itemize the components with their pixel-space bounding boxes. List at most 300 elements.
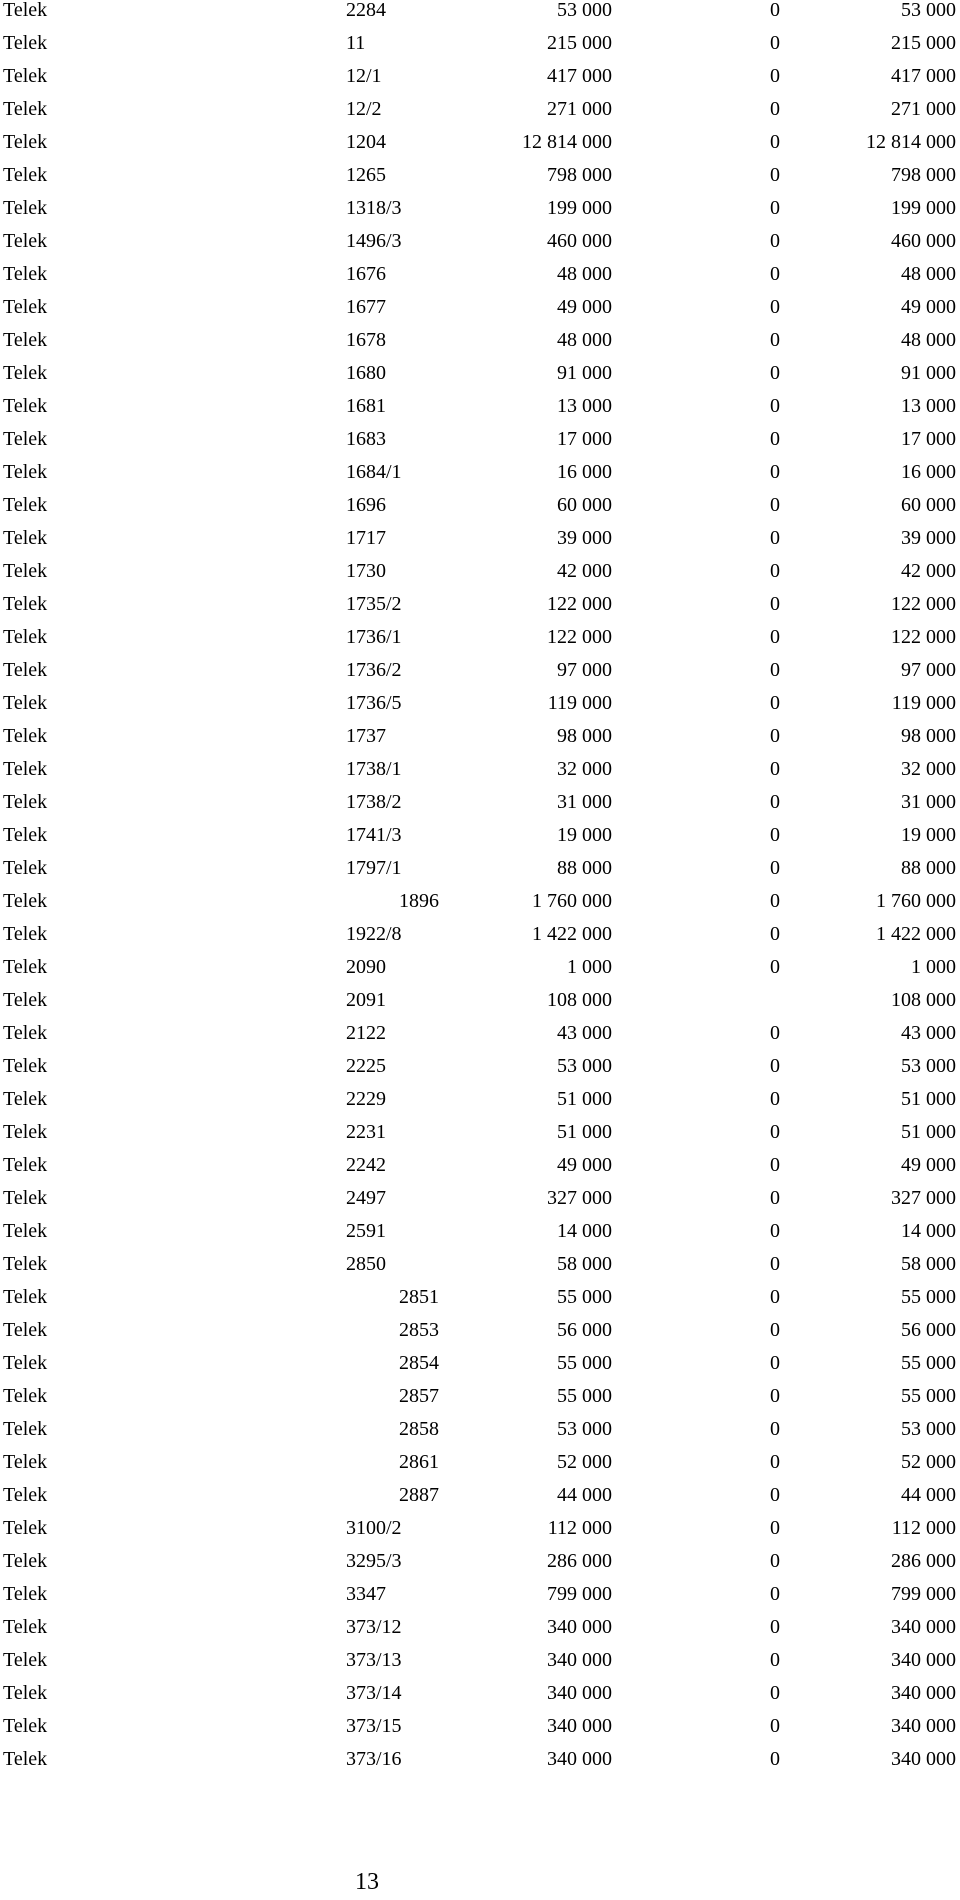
cell-total: 417 000 <box>891 65 956 87</box>
cell-type: Telek <box>3 1154 48 1176</box>
cell-type: Telek <box>3 98 48 120</box>
table-row <box>0 891 960 924</box>
cell-value: 417 000 <box>547 65 612 87</box>
cell-value: 43 000 <box>557 1022 612 1044</box>
table-row <box>0 1485 960 1518</box>
cell-value: 122 000 <box>547 593 612 615</box>
table-row <box>0 825 960 858</box>
cell-lot-number: 373/15 <box>346 1715 402 1737</box>
cell-total: 799 000 <box>891 1583 956 1605</box>
table-row <box>0 561 960 594</box>
table-row <box>0 693 960 726</box>
cell-type: Telek <box>3 890 48 912</box>
cell-total: 32 000 <box>901 758 956 780</box>
cell-type: Telek <box>3 395 48 417</box>
cell-type: Telek <box>3 1187 48 1209</box>
cell-type: Telek <box>3 197 48 219</box>
table-row <box>0 99 960 132</box>
table-row <box>0 1518 960 1551</box>
cell-value: 119 000 <box>547 692 612 714</box>
cell-type: Telek <box>3 1748 48 1770</box>
cell-total: 460 000 <box>891 230 956 252</box>
cell-lot-number: 2853 <box>399 1319 439 1341</box>
cell-change: 0 <box>770 626 780 648</box>
cell-total: 119 000 <box>891 692 956 714</box>
cell-type: Telek <box>3 32 48 54</box>
cell-change: 0 <box>770 1385 780 1407</box>
table-row <box>0 396 960 429</box>
table-row <box>0 1650 960 1683</box>
table-row <box>0 1155 960 1188</box>
cell-total: 1 422 000 <box>876 923 956 945</box>
table-row <box>0 1551 960 1584</box>
cell-total: 327 000 <box>891 1187 956 1209</box>
cell-value: 98 000 <box>557 725 612 747</box>
cell-lot-number: 3100/2 <box>346 1517 402 1539</box>
cell-lot-number: 1736/5 <box>346 692 402 714</box>
cell-value: 49 000 <box>557 296 612 318</box>
cell-total: 51 000 <box>901 1088 956 1110</box>
cell-lot-number: 1730 <box>346 560 386 582</box>
cell-value: 13 000 <box>557 395 612 417</box>
cell-change: 0 <box>770 824 780 846</box>
cell-type: Telek <box>3 1055 48 1077</box>
cell-type: Telek <box>3 626 48 648</box>
cell-type: Telek <box>3 560 48 582</box>
cell-type: Telek <box>3 659 48 681</box>
cell-lot-number: 2858 <box>399 1418 439 1440</box>
cell-total: 19 000 <box>901 824 956 846</box>
cell-change: 0 <box>770 461 780 483</box>
cell-total: 55 000 <box>901 1286 956 1308</box>
cell-lot-number: 1681 <box>346 395 386 417</box>
cell-lot-number: 1676 <box>346 263 386 285</box>
table-row <box>0 726 960 759</box>
cell-type: Telek <box>3 329 48 351</box>
cell-change: 0 <box>770 494 780 516</box>
cell-total: 14 000 <box>901 1220 956 1242</box>
table-row <box>0 957 960 990</box>
cell-change: 0 <box>770 857 780 879</box>
cell-change: 0 <box>770 1055 780 1077</box>
table-row <box>0 1188 960 1221</box>
cell-lot-number: 12/2 <box>346 98 382 120</box>
cell-lot-number: 11 <box>346 32 366 54</box>
cell-type: Telek <box>3 1451 48 1473</box>
cell-change: 0 <box>770 197 780 219</box>
cell-type: Telek <box>3 1550 48 1572</box>
cell-lot-number: 2497 <box>346 1187 386 1209</box>
cell-total: 42 000 <box>901 560 956 582</box>
cell-total: 51 000 <box>901 1121 956 1143</box>
cell-total: 91 000 <box>901 362 956 384</box>
cell-lot-number: 2850 <box>346 1253 386 1275</box>
cell-type: Telek <box>3 956 48 978</box>
cell-value: 1 000 <box>567 956 612 978</box>
cell-value: 112 000 <box>547 1517 612 1539</box>
cell-change: 0 <box>770 1451 780 1473</box>
cell-total: 55 000 <box>901 1352 956 1374</box>
cell-value: 798 000 <box>547 164 612 186</box>
cell-value: 340 000 <box>547 1682 612 1704</box>
cell-type: Telek <box>3 362 48 384</box>
cell-total: 97 000 <box>901 659 956 681</box>
cell-lot-number: 12/1 <box>346 65 382 87</box>
cell-lot-number: 1696 <box>346 494 386 516</box>
cell-total: 44 000 <box>901 1484 956 1506</box>
cell-type: Telek <box>3 692 48 714</box>
cell-total: 1 760 000 <box>876 890 956 912</box>
cell-lot-number: 1741/3 <box>346 824 402 846</box>
cell-change: 0 <box>770 758 780 780</box>
cell-change: 0 <box>770 131 780 153</box>
cell-lot-number: 2854 <box>399 1352 439 1374</box>
table-row <box>0 1254 960 1287</box>
table-row <box>0 1320 960 1353</box>
cell-change: 0 <box>770 1154 780 1176</box>
cell-value: 88 000 <box>557 857 612 879</box>
cell-total: 340 000 <box>891 1616 956 1638</box>
cell-type: Telek <box>3 1253 48 1275</box>
cell-change: 0 <box>770 527 780 549</box>
cell-total: 31 000 <box>901 791 956 813</box>
cell-change: 0 <box>770 923 780 945</box>
cell-type: Telek <box>3 461 48 483</box>
cell-total: 17 000 <box>901 428 956 450</box>
cell-value: 55 000 <box>557 1385 612 1407</box>
cell-type: Telek <box>3 1088 48 1110</box>
cell-value: 340 000 <box>547 1748 612 1770</box>
table-row <box>0 1353 960 1386</box>
table-row <box>0 858 960 891</box>
cell-value: 49 000 <box>557 1154 612 1176</box>
cell-type: Telek <box>3 263 48 285</box>
table-row <box>0 1056 960 1089</box>
table-row <box>0 1287 960 1320</box>
cell-value: 327 000 <box>547 1187 612 1209</box>
cell-lot-number: 2229 <box>346 1088 386 1110</box>
cell-total: 13 000 <box>901 395 956 417</box>
cell-lot-number: 1737 <box>346 725 386 747</box>
cell-value: 271 000 <box>547 98 612 120</box>
cell-total: 53 000 <box>901 0 956 21</box>
cell-lot-number: 2242 <box>346 1154 386 1176</box>
cell-change: 0 <box>770 560 780 582</box>
cell-change: 0 <box>770 1187 780 1209</box>
cell-change: 0 <box>770 1418 780 1440</box>
cell-type: Telek <box>3 296 48 318</box>
cell-change: 0 <box>770 1220 780 1242</box>
cell-total: 49 000 <box>901 1154 956 1176</box>
cell-change: 0 <box>770 362 780 384</box>
table-row <box>0 264 960 297</box>
cell-total: 1 000 <box>911 956 956 978</box>
cell-type: Telek <box>3 164 48 186</box>
cell-total: 56 000 <box>901 1319 956 1341</box>
cell-change: 0 <box>770 1649 780 1671</box>
cell-change: 0 <box>770 263 780 285</box>
table-row <box>0 231 960 264</box>
cell-total: 53 000 <box>901 1055 956 1077</box>
cell-change: 0 <box>770 659 780 681</box>
cell-value: 55 000 <box>557 1352 612 1374</box>
cell-total: 48 000 <box>901 263 956 285</box>
cell-value: 340 000 <box>547 1715 612 1737</box>
table-row <box>0 1089 960 1122</box>
cell-lot-number: 1735/2 <box>346 593 402 615</box>
cell-change: 0 <box>770 395 780 417</box>
cell-change: 0 <box>770 1682 780 1704</box>
cell-lot-number: 1684/1 <box>346 461 402 483</box>
table-row <box>0 1452 960 1485</box>
table-row <box>0 792 960 825</box>
cell-total: 122 000 <box>891 593 956 615</box>
cell-value: 286 000 <box>547 1550 612 1572</box>
cell-type: Telek <box>3 428 48 450</box>
cell-type: Telek <box>3 65 48 87</box>
table-row <box>0 528 960 561</box>
cell-type: Telek <box>3 923 48 945</box>
cell-lot-number: 2090 <box>346 956 386 978</box>
cell-total: 108 000 <box>891 989 956 1011</box>
cell-total: 53 000 <box>901 1418 956 1440</box>
table-row <box>0 0 960 33</box>
cell-lot-number: 2284 <box>346 0 386 21</box>
cell-value: 53 000 <box>557 1055 612 1077</box>
table-row <box>0 330 960 363</box>
page-number: 13 <box>355 1869 379 1895</box>
cell-type: Telek <box>3 1616 48 1638</box>
cell-total: 340 000 <box>891 1682 956 1704</box>
cell-type: Telek <box>3 1352 48 1374</box>
cell-type: Telek <box>3 758 48 780</box>
cell-value: 48 000 <box>557 329 612 351</box>
cell-lot-number: 1922/8 <box>346 923 402 945</box>
cell-value: 340 000 <box>547 1616 612 1638</box>
table-row <box>0 1386 960 1419</box>
cell-lot-number: 2231 <box>346 1121 386 1143</box>
cell-value: 32 000 <box>557 758 612 780</box>
cell-value: 56 000 <box>557 1319 612 1341</box>
cell-value: 31 000 <box>557 791 612 813</box>
cell-lot-number: 1496/3 <box>346 230 402 252</box>
cell-change: 0 <box>770 1517 780 1539</box>
cell-lot-number: 2122 <box>346 1022 386 1044</box>
cell-change: 0 <box>770 329 780 351</box>
cell-total: 340 000 <box>891 1649 956 1671</box>
cell-lot-number: 1677 <box>346 296 386 318</box>
cell-lot-number: 2887 <box>399 1484 439 1506</box>
cell-value: 799 000 <box>547 1583 612 1605</box>
table-row <box>0 1584 960 1617</box>
cell-lot-number: 2861 <box>399 1451 439 1473</box>
cell-value: 1 422 000 <box>532 923 612 945</box>
cell-change: 0 <box>770 1583 780 1605</box>
cell-total: 16 000 <box>901 461 956 483</box>
cell-lot-number: 1736/2 <box>346 659 402 681</box>
cell-change: 0 <box>770 1022 780 1044</box>
cell-change: 0 <box>770 791 780 813</box>
cell-value: 51 000 <box>557 1088 612 1110</box>
table-row <box>0 33 960 66</box>
cell-change: 0 <box>770 1286 780 1308</box>
cell-lot-number: 1680 <box>346 362 386 384</box>
cell-type: Telek <box>3 1418 48 1440</box>
cell-value: 97 000 <box>557 659 612 681</box>
cell-lot-number: 373/13 <box>346 1649 402 1671</box>
table-row <box>0 1221 960 1254</box>
cell-value: 1 760 000 <box>532 890 612 912</box>
cell-total: 48 000 <box>901 329 956 351</box>
cell-value: 53 000 <box>557 1418 612 1440</box>
cell-value: 12 814 000 <box>522 131 612 153</box>
cell-total: 52 000 <box>901 1451 956 1473</box>
cell-value: 55 000 <box>557 1286 612 1308</box>
cell-value: 51 000 <box>557 1121 612 1143</box>
cell-type: Telek <box>3 1319 48 1341</box>
cell-type: Telek <box>3 1649 48 1671</box>
cell-change: 0 <box>770 1484 780 1506</box>
cell-lot-number: 3295/3 <box>346 1550 402 1572</box>
cell-value: 14 000 <box>557 1220 612 1242</box>
table-row <box>0 165 960 198</box>
table-row <box>0 660 960 693</box>
cell-value: 60 000 <box>557 494 612 516</box>
cell-type: Telek <box>3 230 48 252</box>
cell-lot-number: 2591 <box>346 1220 386 1242</box>
cell-value: 58 000 <box>557 1253 612 1275</box>
cell-change: 0 <box>770 1352 780 1374</box>
cell-total: 271 000 <box>891 98 956 120</box>
cell-change: 0 <box>770 98 780 120</box>
cell-value: 340 000 <box>547 1649 612 1671</box>
table-row <box>0 66 960 99</box>
cell-value: 91 000 <box>557 362 612 384</box>
cell-change: 0 <box>770 725 780 747</box>
cell-lot-number: 2857 <box>399 1385 439 1407</box>
cell-total: 286 000 <box>891 1550 956 1572</box>
cell-total: 39 000 <box>901 527 956 549</box>
table-row <box>0 990 960 1023</box>
cell-value: 42 000 <box>557 560 612 582</box>
table-row <box>0 297 960 330</box>
cell-type: Telek <box>3 1022 48 1044</box>
table-row <box>0 627 960 660</box>
table-row <box>0 1419 960 1452</box>
cell-change: 0 <box>770 1616 780 1638</box>
cell-value: 199 000 <box>547 197 612 219</box>
cell-total: 43 000 <box>901 1022 956 1044</box>
table-row <box>0 198 960 231</box>
cell-type: Telek <box>3 1715 48 1737</box>
cell-lot-number: 1717 <box>346 527 386 549</box>
cell-type: Telek <box>3 527 48 549</box>
cell-change: 0 <box>770 1121 780 1143</box>
cell-value: 122 000 <box>547 626 612 648</box>
cell-total: 58 000 <box>901 1253 956 1275</box>
cell-change: 0 <box>770 230 780 252</box>
cell-change: 0 <box>770 593 780 615</box>
cell-value: 108 000 <box>547 989 612 1011</box>
cell-change: 0 <box>770 1748 780 1770</box>
cell-type: Telek <box>3 1121 48 1143</box>
cell-change: 0 <box>770 692 780 714</box>
cell-change: 0 <box>770 1088 780 1110</box>
cell-change: 0 <box>770 1319 780 1341</box>
table-row <box>0 924 960 957</box>
cell-lot-number: 1678 <box>346 329 386 351</box>
cell-value: 460 000 <box>547 230 612 252</box>
cell-lot-number: 1265 <box>346 164 386 186</box>
cell-change: 0 <box>770 956 780 978</box>
cell-total: 60 000 <box>901 494 956 516</box>
cell-change: 0 <box>770 65 780 87</box>
cell-value: 48 000 <box>557 263 612 285</box>
cell-type: Telek <box>3 1484 48 1506</box>
cell-type: Telek <box>3 1385 48 1407</box>
cell-change: 0 <box>770 428 780 450</box>
cell-value: 16 000 <box>557 461 612 483</box>
cell-type: Telek <box>3 593 48 615</box>
cell-total: 798 000 <box>891 164 956 186</box>
cell-value: 215 000 <box>547 32 612 54</box>
cell-type: Telek <box>3 824 48 846</box>
table-row <box>0 1617 960 1650</box>
cell-type: Telek <box>3 494 48 516</box>
cell-value: 53 000 <box>557 0 612 21</box>
cell-lot-number: 3347 <box>346 1583 386 1605</box>
cell-change: 0 <box>770 1550 780 1572</box>
cell-type: Telek <box>3 131 48 153</box>
cell-change: 0 <box>770 0 780 21</box>
table-row <box>0 132 960 165</box>
cell-value: 44 000 <box>557 1484 612 1506</box>
cell-lot-number: 1896 <box>399 890 439 912</box>
cell-change: 0 <box>770 32 780 54</box>
cell-change: 0 <box>770 1253 780 1275</box>
cell-change: 0 <box>770 1715 780 1737</box>
cell-change: 0 <box>770 296 780 318</box>
cell-total: 340 000 <box>891 1715 956 1737</box>
cell-change: 0 <box>770 164 780 186</box>
cell-lot-number: 1738/2 <box>346 791 402 813</box>
cell-total: 88 000 <box>901 857 956 879</box>
cell-type: Telek <box>3 1583 48 1605</box>
cell-total: 340 000 <box>891 1748 956 1770</box>
cell-change: 0 <box>770 890 780 912</box>
cell-total: 55 000 <box>901 1385 956 1407</box>
cell-total: 122 000 <box>891 626 956 648</box>
table-row <box>0 1122 960 1155</box>
cell-total: 49 000 <box>901 296 956 318</box>
cell-type: Telek <box>3 1286 48 1308</box>
table-row <box>0 594 960 627</box>
table-row <box>0 462 960 495</box>
table-row <box>0 495 960 528</box>
table-row <box>0 759 960 792</box>
cell-value: 52 000 <box>557 1451 612 1473</box>
cell-lot-number: 1204 <box>346 131 386 153</box>
table-row <box>0 429 960 462</box>
cell-type: Telek <box>3 857 48 879</box>
table-row <box>0 1716 960 1749</box>
table-row <box>0 1023 960 1056</box>
cell-lot-number: 1797/1 <box>346 857 402 879</box>
cell-total: 215 000 <box>891 32 956 54</box>
cell-lot-number: 1736/1 <box>346 626 402 648</box>
cell-total: 98 000 <box>901 725 956 747</box>
cell-type: Telek <box>3 791 48 813</box>
